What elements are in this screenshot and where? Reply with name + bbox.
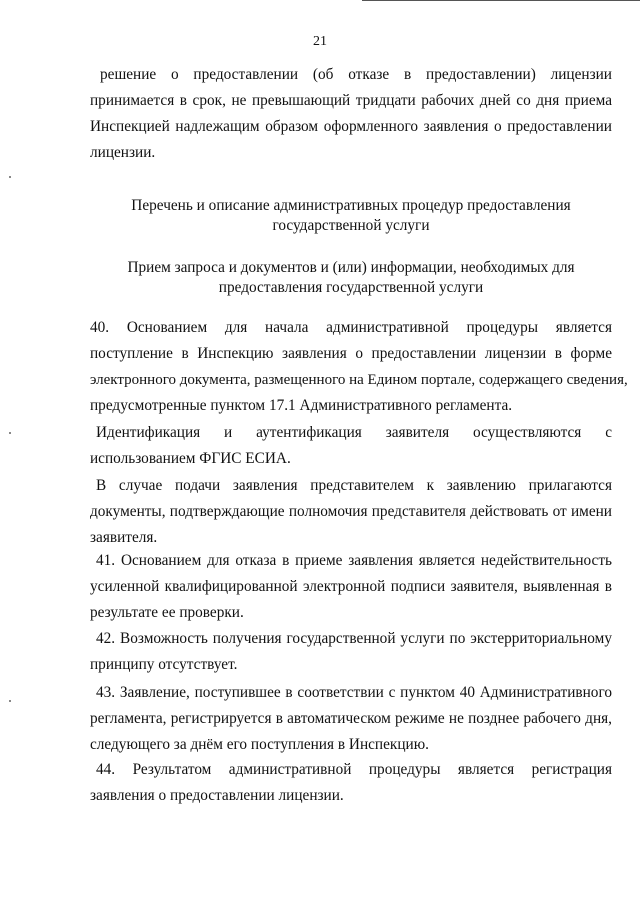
text-line: электронного документа, размещенного на Едином портале, содержащего сведения,: [90, 372, 628, 388]
text-line: Идентификация и аутентификация заявителя осуществляются с: [96, 424, 612, 441]
paragraph-40: [90, 315, 628, 419]
scan-mark: [9, 700, 11, 702]
heading-line: Перечень и описание административных процедур предоставления: [131, 197, 571, 214]
text-line: 41. Основанием для отказа в приеме заявления является недействительность: [96, 552, 612, 569]
text-line: принимается в срок, не превышающий тридцати рабочих дней со дня приема: [90, 92, 612, 109]
text-line: следующего за днём его поступления в Инспекцию.: [90, 736, 429, 753]
text-line: поступление в Инспекцию заявления о предоставлении лицензии в форме: [90, 345, 612, 362]
section-heading: [90, 196, 612, 236]
intro-paragraph: [90, 62, 612, 166]
paragraph-42: [90, 626, 612, 678]
paragraph-44: [90, 757, 612, 809]
text-line: принципу отсутствует.: [90, 656, 238, 673]
text-line: лицензии.: [90, 144, 156, 161]
text-line: предусмотренные пунктом 17.1 Административного регламента.: [90, 397, 513, 414]
scan-mark: [9, 432, 11, 434]
text-line: регламента, регистрируется в автоматическом режиме не позднее рабочего дня,: [90, 710, 612, 727]
text-line: заявления о предоставлении лицензии.: [90, 787, 344, 804]
text-line: 44. Результатом административной процедуры является регистрация: [96, 761, 612, 778]
heading-line: государственной услуги: [272, 217, 430, 234]
text-line: В случае подачи заявления представителем к заявлению прилагаются: [96, 477, 612, 494]
subsection-heading: [90, 258, 612, 298]
text-line: результате ее проверки.: [90, 604, 244, 621]
text-line: усиленной квалифицированной электронной подписи заявителя, выявленная в: [90, 578, 612, 595]
heading-line: предоставления государственной услуги: [218, 279, 484, 296]
text-line: Инспекцией надлежащим образом оформленного заявления о предоставлении: [90, 118, 612, 135]
text-line: решение о предоставлении (об отказе в предоставлении) лицензии: [100, 66, 612, 83]
paragraph-41: [90, 548, 612, 626]
paragraph-identification: [90, 420, 612, 472]
paragraph-43: [90, 680, 612, 758]
paragraph-representative: [90, 473, 612, 551]
text-line: использованием ФГИС ЕСИА.: [90, 450, 291, 467]
text-line: 43. Заявление, поступившее в соответствии с пунктом 40 Административного: [96, 684, 612, 701]
text-line: заявителя.: [90, 529, 158, 546]
scan-top-edge-line: [362, 0, 640, 1]
text-line: документы, подтверждающие полномочия представителя действовать от имени: [90, 503, 612, 520]
page-number: 21: [313, 34, 327, 49]
heading-line: Прием запроса и документов и (или) информации, необходимых для: [127, 259, 575, 276]
text-line: 42. Возможность получения государственной услуги по экстерриториальному: [96, 630, 612, 647]
scan-mark: [9, 176, 11, 178]
text-line: 40. Основанием для начала административной процедуры является: [90, 319, 612, 336]
